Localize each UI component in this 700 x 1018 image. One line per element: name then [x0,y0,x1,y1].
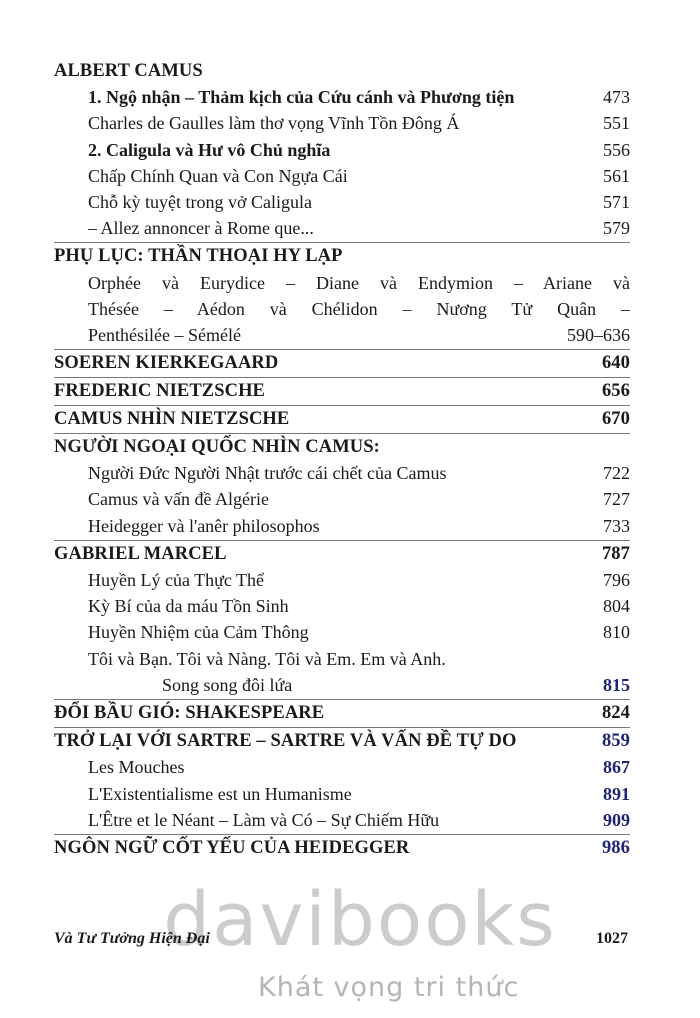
page-number: 551 [603,113,630,134]
appendix-paragraph: Orphée và Eurydice – Diane và Endymion – Ariane và Thésée – Aédon và Chélidon – Nương Tử Quân – Penthésilée – Sémélé 590–636 [88,270,630,348]
page-number: 867 [603,757,630,778]
toc-heading: SOEREN KIERKEGAARD 640 [54,350,630,376]
watermark-tagline: Khát vọng tri thức [258,972,520,1003]
page-number: 815 [603,674,630,695]
toc-heading: PHỤ LỤC: THẦN THOẠI HY LẠP [54,246,343,267]
page-number: 722 [603,463,630,484]
page-number: 556 [603,139,630,160]
page-number: 727 [603,489,630,510]
toc-entry: Người Đức Người Nhật trước cái chết của Camus 722 [54,460,630,486]
toc-entry: 2. Caligula và Hư vô Chủ nghĩa 556 [54,137,630,163]
page-number: 909 [603,809,630,830]
toc-entry: L'Existentialisme est un Humanisme 891 [54,781,630,807]
toc-heading: CAMUS NHÌN NIETZSCHE 670 [54,406,630,432]
page-number: 824 [601,702,630,723]
toc-heading: TRỞ LẠI VỚI SARTRE – SARTRE VÀ VẤN ĐỀ TỰ DO 859 [54,728,630,754]
toc-entry: Chấp Chính Quan và Con Ngựa Cái 561 [54,163,630,189]
toc-entry: Les Mouches 867 [54,754,630,780]
page-number: 891 [603,783,630,804]
toc-heading: NGÔN NGỮ CỐT YẾU CỦA HEIDEGGER 986 [54,835,630,861]
toc-heading: ALBERT CAMUS [54,61,203,81]
page-number: 804 [603,596,630,617]
toc-heading: NGƯỜI NGOẠI QUỐC NHÌN CAMUS: [54,437,380,458]
page-number: 561 [603,165,630,186]
page-number: 787 [601,543,630,564]
toc-heading: FREDERIC NIETZSCHE 656 [54,378,630,404]
running-title: Và Tư Tưởng Hiện Đại [54,930,210,947]
page-number: 656 [601,380,630,401]
toc-entry: Camus và vấn đề Algérie 727 [54,486,630,512]
page-footer [54,930,628,956]
toc-entry: Song song đôi lứa 815 [54,672,630,698]
page-number: 579 [603,218,630,239]
toc-entry: Kỳ Bí của da máu Tồn Sinh 804 [54,593,630,619]
toc-entry: Charles de Gaulles làm thơ vọng Vĩnh Tồn Đông Á 551 [54,110,630,136]
toc-heading: ĐỔI BẦU GIÓ: SHAKESPEARE 824 [54,700,630,726]
watermark-logo: davibooks [163,877,557,963]
footer-page-number: 1027 [596,930,628,947]
toc-entry: Huyền Lý của Thực Thể 796 [54,567,630,593]
toc-entry: L'Être et le Néant – Làm và Có – Sự Chiếm Hữu 909 [54,807,630,833]
table-of-contents [54,58,630,861]
toc-entry: – Allez annoncer à Rome que... 579 [54,215,630,241]
toc-entry: Heidegger và l'anêr philosophos 733 [54,513,630,539]
toc-heading: GABRIEL MARCEL 787 [54,541,630,567]
page-number: 986 [601,837,630,858]
toc-entry: Tôi và Bạn. Tôi và Nàng. Tôi và Em. Em và Anh. [88,648,446,669]
page-number: 859 [601,731,630,752]
toc-entry: Huyền Nhiệm của Cảm Thông 810 [54,619,630,645]
page-number: 590–636 [567,324,630,345]
toc-entry: Chỗ kỳ tuyệt trong vở Caligula 571 [54,189,630,215]
page-number: 810 [603,622,630,643]
page-number: 670 [601,408,630,429]
page-number: 733 [603,515,630,536]
toc-entry: 1. Ngộ nhận – Thảm kịch của Cứu cánh và Phương tiện 473 [54,84,630,110]
page-number: 473 [603,87,630,108]
page-number: 571 [603,191,630,212]
page-number: 796 [603,570,630,590]
page-number: 640 [601,352,630,373]
